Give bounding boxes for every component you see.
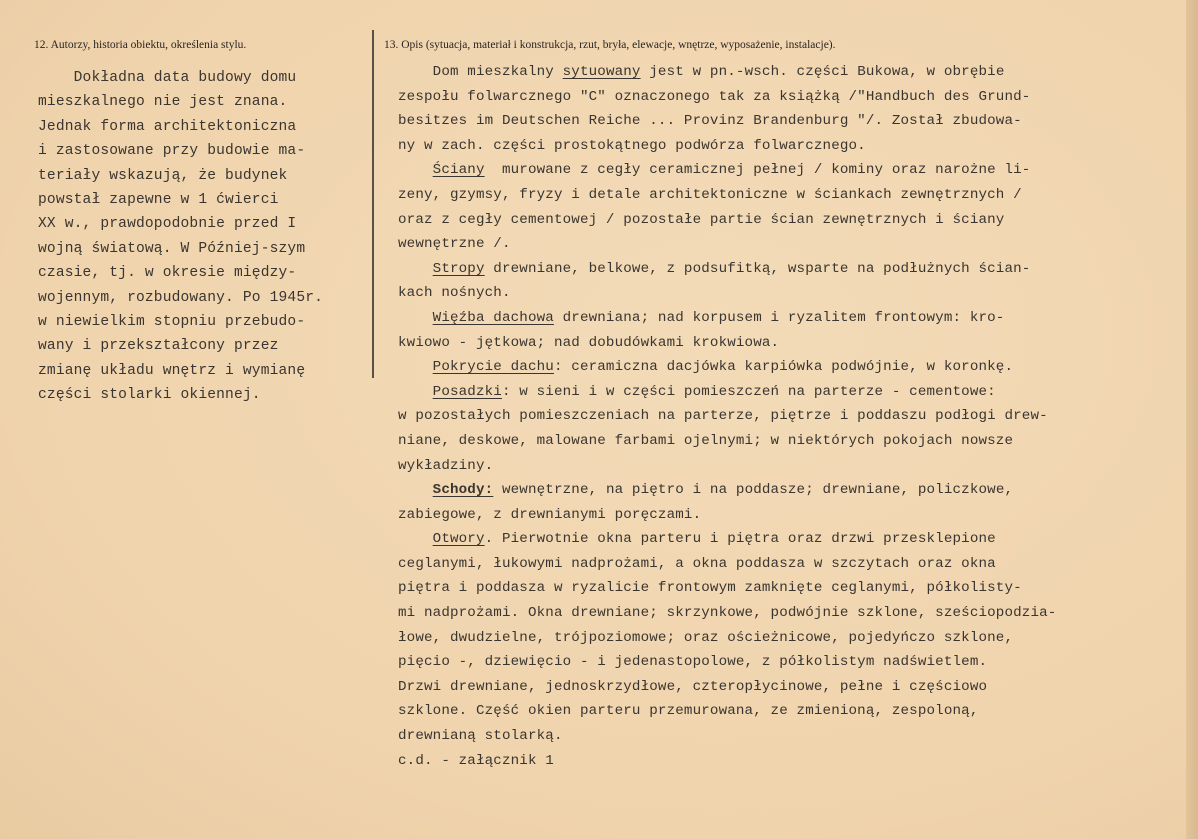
history-line: wojennym, rozbudowany. Po 1945r. <box>38 289 324 306</box>
text-segment: : ceramiczna dacjówka karpiówka podwójnie, w koronkę. <box>553 359 1014 376</box>
description-line <box>398 158 1056 183</box>
section-heading-term: sytuowany <box>562 64 641 80</box>
description-line <box>398 60 1056 85</box>
description-text <box>398 60 1056 773</box>
history-line: XX w., prawdopodobnie przed I <box>38 216 297 233</box>
text-segment: szklone. Część okien parteru przemurowana, ze zmienioną, zespoloną, <box>398 703 979 720</box>
section-heading-term: Pokrycie dachu <box>432 359 554 376</box>
text-segment: drewniana; nad korpusem i ryzalitem frontowym: kro- <box>553 309 1005 326</box>
history-line: mieszkalnego nie jest znana. <box>38 94 288 111</box>
text-segment: kwiowo - jętkowa; nad dobudówkami krokwiowa. <box>398 334 780 351</box>
text-segment: murowane z cegły ceramicznej pełnej / kominy oraz narożne li- <box>484 162 1031 179</box>
description-line <box>398 257 1056 282</box>
history-line: czasie, tj. w okresie między- <box>38 265 297 282</box>
text-segment: łowe, dwudzielne, trójpoziomowe; oraz ościeżnicowe, pojedyńczo szklone, <box>398 629 1014 646</box>
text-segment: besitzes im Deutschen Reiche ... Provinz Brandenburg "/. Został zbudowa- <box>398 113 1022 130</box>
text-segment: drewnianą stolarką. <box>398 728 563 745</box>
text-segment: . Pierwotnie okna parteru i piętra oraz drzwi przesklepione <box>484 531 996 548</box>
text-segment: mi nadprożami. Okna drewniane; skrzynkowe, podwójnie szklone, sześciopodzia- <box>398 605 1057 622</box>
description-line <box>398 478 1056 503</box>
text-segment: w pozostałych pomieszczeniach na parterze, piętrze i poddaszu podłogi drew- <box>398 408 1048 425</box>
text-segment: c.d. - załącznik 1 <box>398 752 554 769</box>
history-line: zmianę układu wnętrz i wymianę <box>38 362 306 379</box>
text-segment: niane, deskowe, malowane farbami ojelnymi; w niektórych pokojach nowsze <box>398 432 1014 449</box>
description-line <box>398 404 1056 429</box>
text-segment: kach nośnych. <box>398 285 511 302</box>
description-line <box>398 380 1056 405</box>
text-segment: oraz z cegły cementowej / pozostałe partie ścian zewnętrznych i ściany <box>398 211 1005 228</box>
description-line <box>398 281 1056 306</box>
text-segment: Dom mieszkalny <box>398 64 563 80</box>
description-line <box>398 331 1056 356</box>
text-segment <box>398 482 433 498</box>
section-12-header: 12. Autorzy, historia obiektu, określenia stylu. <box>34 39 247 51</box>
history-line: Jednak forma architektoniczna <box>38 118 297 135</box>
text-segment: zespołu folwarcznego "C" oznaczonego tak za książką /"Handbuch des Grund- <box>398 88 1031 105</box>
section-heading-term: Ściany <box>432 162 485 179</box>
history-line: w niewielkim stopniu przebudo- <box>38 314 306 331</box>
column-divider <box>372 30 374 378</box>
text-segment <box>398 531 433 547</box>
history-text <box>38 66 323 408</box>
text-segment: Drzwi drewniane, jednoskrzydłowe, czteropłycinowe, pełne i częściowo <box>398 678 988 695</box>
description-line <box>398 429 1056 454</box>
section-heading-term: Otwory <box>432 531 485 548</box>
history-line: Dokładna data budowy domu <box>38 70 297 86</box>
section-heading-term: Stropy <box>432 260 485 277</box>
text-segment: zeny, gzymsy, fryzy i detale architektoniczne w ściankach zewnętrznych / <box>398 186 1022 203</box>
description-line <box>398 749 1056 774</box>
text-segment: pięcio -, dziewięcio - i jedenastopolowe, z półkolistym nadświetlem. <box>398 654 988 671</box>
history-line: i zastosowane przy budowie ma- <box>38 143 306 160</box>
text-segment: ny w zach. części prostokątnego podwórza folwarcznego. <box>398 137 866 154</box>
text-segment <box>398 261 433 277</box>
history-line: wojną światową. W Później-szym <box>38 240 306 257</box>
history-line: powstał zapewne w 1 ćwierci <box>38 192 279 209</box>
description-line <box>398 85 1056 110</box>
description-line <box>398 699 1056 724</box>
description-line <box>398 626 1056 651</box>
description-line <box>398 355 1056 380</box>
text-segment: jest w pn.-wsch. części Bukowa, w obrębie <box>640 64 1005 80</box>
text-segment <box>398 310 433 326</box>
section-heading-term: Posadzki <box>432 383 502 400</box>
section-heading-term: Więźba dachowa <box>432 309 554 326</box>
description-line <box>398 109 1056 134</box>
text-segment: : w sieni i w części pomieszczeń na parterze - cementowe: <box>501 383 996 400</box>
history-line: wany i przekształcony przez <box>38 338 279 355</box>
description-line <box>398 527 1056 552</box>
description-line <box>398 576 1056 601</box>
description-line <box>398 675 1056 700</box>
text-segment: zabiegowe, z drewnianymi poręczami. <box>398 506 702 523</box>
description-line <box>398 208 1056 233</box>
section-13-header: 13. Opis (sytuacja, materiał i konstrukcja, rzut, bryła, elewacje, wnętrze, wyposażenie, instalacje). <box>384 39 836 51</box>
history-line: teriały wskazują, że budynek <box>38 167 288 184</box>
description-line <box>398 650 1056 675</box>
description-line <box>398 134 1056 159</box>
history-line: części stolarki okiennej. <box>38 387 261 404</box>
description-line <box>398 601 1056 626</box>
text-segment <box>398 162 433 178</box>
description-line <box>398 232 1056 257</box>
description-line <box>398 454 1056 479</box>
description-line <box>398 183 1056 208</box>
description-line <box>398 503 1056 528</box>
text-segment: wykładziny. <box>398 457 494 474</box>
text-segment: piętra i poddasza w ryzalicie frontowym zamknięte ceglanymi, półkolisty- <box>398 580 1022 597</box>
description-line <box>398 552 1056 577</box>
card-edge <box>1186 0 1198 839</box>
description-line <box>398 306 1056 331</box>
text-segment: wewnętrzne /. <box>398 236 511 253</box>
section-heading-term: Schody: <box>432 482 494 499</box>
text-segment: drewniane, belkowe, z podsufitką, wsparte na podłużnych ścian- <box>484 260 1031 277</box>
text-segment: wewnętrzne, na piętro i na poddasze; drewniane, policzkowe, <box>493 482 1014 499</box>
text-segment <box>398 384 433 400</box>
text-segment: ceglanymi, łukowymi nadprożami, a okna poddasza w szczytach oraz okna <box>398 555 996 572</box>
description-line <box>398 724 1056 749</box>
text-segment <box>398 359 433 375</box>
